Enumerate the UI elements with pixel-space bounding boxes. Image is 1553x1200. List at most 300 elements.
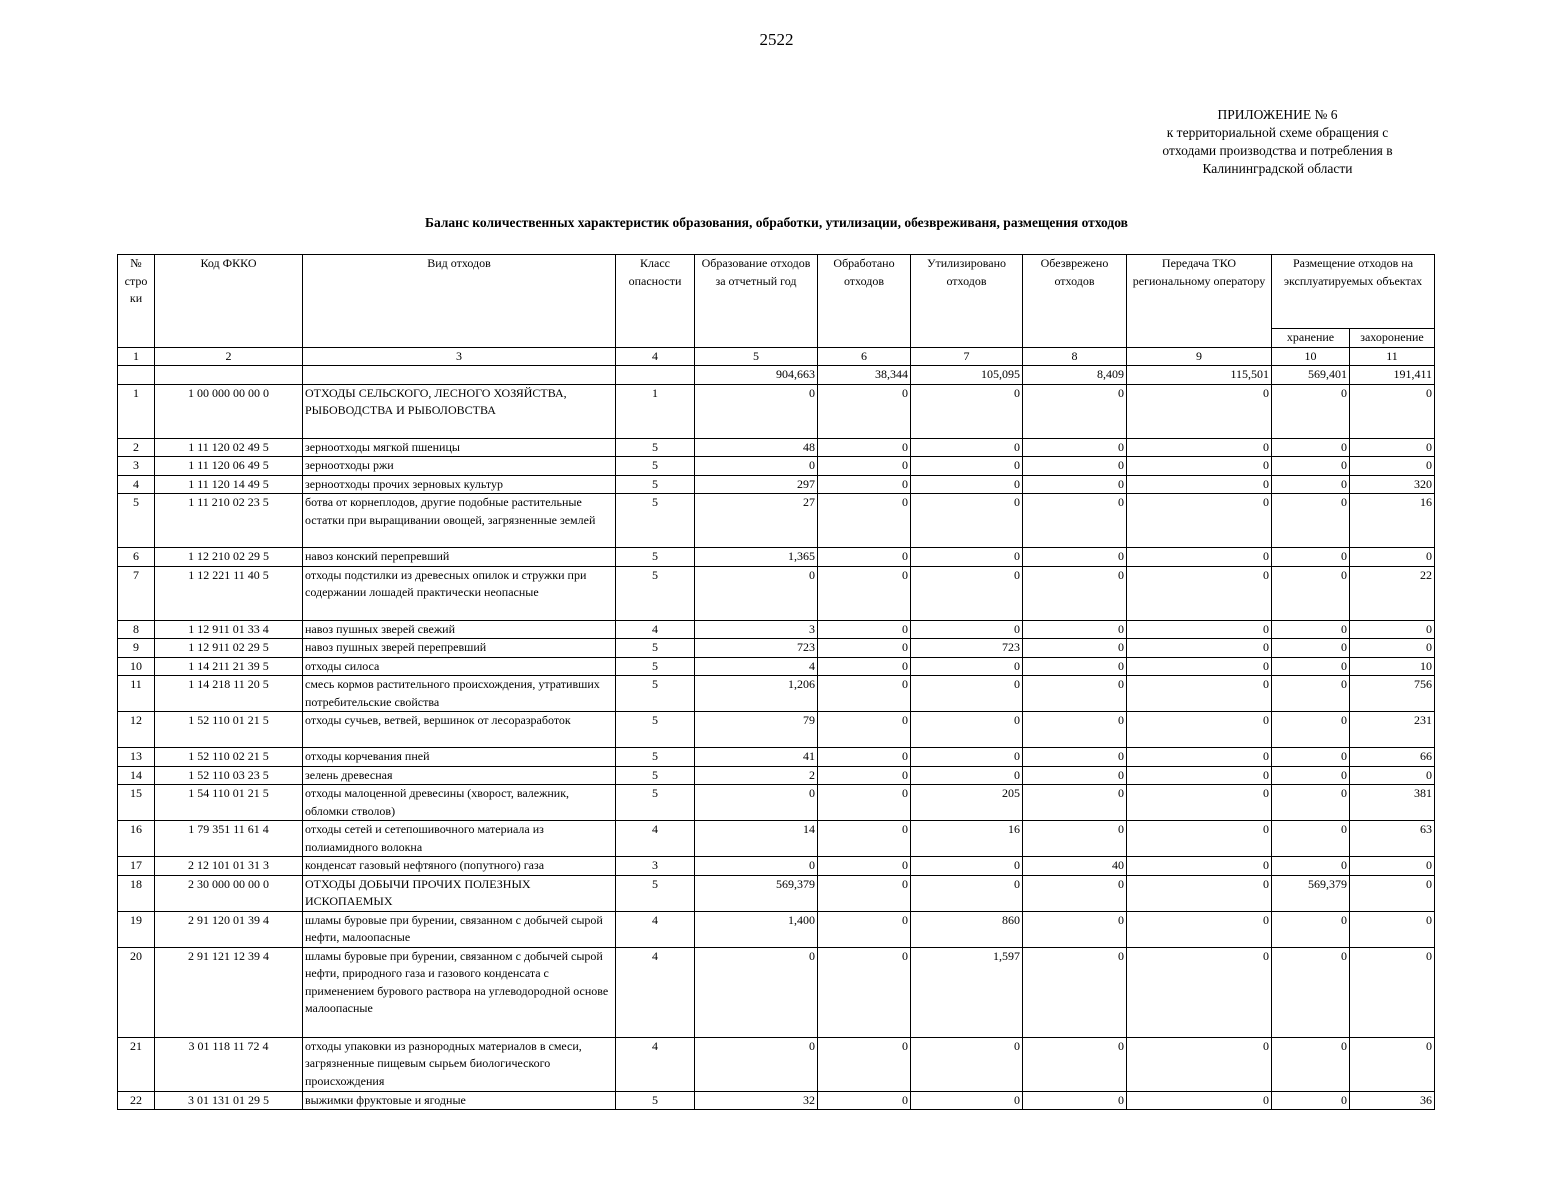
transfer-cell: 0 — [1127, 766, 1272, 785]
fkko-code-cell: 2 91 121 12 39 4 — [155, 947, 303, 1037]
transfer-cell: 0 — [1127, 748, 1272, 767]
formed-cell: 14 — [695, 821, 818, 857]
utilized-cell: 0 — [911, 494, 1023, 548]
totals-row — [118, 366, 1435, 385]
formed-cell: 32 — [695, 1091, 818, 1110]
storage-cell: 0 — [1272, 947, 1350, 1037]
appendix-header — [1125, 106, 1430, 178]
storage-cell: 0 — [1272, 821, 1350, 857]
neutralized-cell: 0 — [1023, 911, 1127, 947]
table-row — [118, 548, 1435, 567]
col-number: 11 — [1350, 347, 1435, 366]
row-number-cell: 3 — [118, 457, 155, 476]
col-number: 9 — [1127, 347, 1272, 366]
neutralized-cell: 0 — [1023, 548, 1127, 567]
burial-cell: 381 — [1350, 785, 1435, 821]
formed-cell: 79 — [695, 712, 818, 748]
header-storage: хранение — [1272, 329, 1350, 348]
document-title: Баланс количественных характеристик образования, обработки, утилизации, обезвреживаня, размещения отходов — [425, 215, 1128, 230]
transfer-cell: 0 — [1127, 947, 1272, 1037]
utilized-cell: 0 — [911, 857, 1023, 876]
transfer-cell: 0 — [1127, 712, 1272, 748]
row-number-cell: 9 — [118, 639, 155, 658]
neutralized-cell: 0 — [1023, 620, 1127, 639]
storage-cell: 0 — [1272, 475, 1350, 494]
processed-cell: 0 — [818, 494, 911, 548]
hazard-class-cell: 5 — [616, 676, 695, 712]
row-number-cell: 14 — [118, 766, 155, 785]
formed-cell: 1,365 — [695, 548, 818, 567]
totals-empty — [155, 366, 303, 385]
fkko-code-cell: 1 11 210 02 23 5 — [155, 494, 303, 548]
neutralized-cell: 0 — [1023, 766, 1127, 785]
utilized-cell: 0 — [911, 620, 1023, 639]
utilized-cell: 0 — [911, 766, 1023, 785]
hazard-class-cell: 5 — [616, 566, 695, 620]
fkko-code-cell: 2 12 101 01 31 3 — [155, 857, 303, 876]
neutralized-cell: 0 — [1023, 384, 1127, 438]
hazard-class-cell: 5 — [616, 712, 695, 748]
waste-kind-cell: отходы малоценной древесины (хворост, валежник, обломки стволов) — [303, 785, 616, 821]
fkko-code-cell: 1 52 110 02 21 5 — [155, 748, 303, 767]
formed-cell: 1,400 — [695, 911, 818, 947]
fkko-code-cell: 1 12 221 11 40 5 — [155, 566, 303, 620]
table-row — [118, 857, 1435, 876]
fkko-code-cell: 1 12 911 01 33 4 — [155, 620, 303, 639]
waste-kind-cell: отходы сучьев, ветвей, вершинок от лесоразработок — [303, 712, 616, 748]
table-row — [118, 712, 1435, 748]
row-number-cell: 20 — [118, 947, 155, 1037]
neutralized-cell: 0 — [1023, 457, 1127, 476]
fkko-code-cell: 1 14 218 11 20 5 — [155, 676, 303, 712]
row-number-cell: 12 — [118, 712, 155, 748]
table-row — [118, 620, 1435, 639]
hazard-class-cell: 5 — [616, 438, 695, 457]
fkko-code-cell: 1 00 000 00 00 0 — [155, 384, 303, 438]
storage-cell: 0 — [1272, 620, 1350, 639]
transfer-cell: 0 — [1127, 475, 1272, 494]
fkko-code-cell: 3 01 118 11 72 4 — [155, 1037, 303, 1091]
processed-cell: 0 — [818, 1037, 911, 1091]
waste-kind-cell: шламы буровые при бурении, связанном с добычей сырой нефти, малоопасные — [303, 911, 616, 947]
storage-cell: 0 — [1272, 1037, 1350, 1091]
hazard-class-cell: 4 — [616, 1037, 695, 1091]
processed-cell: 0 — [818, 566, 911, 620]
burial-cell: 36 — [1350, 1091, 1435, 1110]
neutralized-cell: 40 — [1023, 857, 1127, 876]
table-row — [118, 475, 1435, 494]
hazard-class-cell: 5 — [616, 639, 695, 658]
processed-cell: 0 — [818, 676, 911, 712]
utilized-cell: 0 — [911, 438, 1023, 457]
neutralized-cell: 0 — [1023, 947, 1127, 1037]
neutralized-cell: 0 — [1023, 1037, 1127, 1091]
transfer-cell: 0 — [1127, 548, 1272, 567]
neutralized-cell: 0 — [1023, 875, 1127, 911]
neutralized-cell: 0 — [1023, 475, 1127, 494]
row-number-cell: 19 — [118, 911, 155, 947]
transfer-cell: 0 — [1127, 494, 1272, 548]
header-formed: Образование отходов за отчетный год — [695, 255, 818, 348]
table-body — [118, 347, 1435, 1110]
header-num: № стро ки — [118, 255, 155, 348]
storage-cell: 0 — [1272, 748, 1350, 767]
header-processed: Обработано отходов — [818, 255, 911, 348]
formed-cell: 569,379 — [695, 875, 818, 911]
transfer-cell: 0 — [1127, 875, 1272, 911]
formed-cell: 48 — [695, 438, 818, 457]
neutralized-cell: 0 — [1023, 1091, 1127, 1110]
col-number: 10 — [1272, 347, 1350, 366]
table-row — [118, 566, 1435, 620]
waste-kind-cell: отходы подстилки из древесных опилок и стружки при содержании лошадей практически неопасные — [303, 566, 616, 620]
neutralized-cell: 0 — [1023, 785, 1127, 821]
hazard-class-cell: 1 — [616, 384, 695, 438]
col-number: 1 — [118, 347, 155, 366]
waste-kind-cell: отходы корчевания пней — [303, 748, 616, 767]
fkko-code-cell: 1 79 351 11 61 4 — [155, 821, 303, 857]
waste-kind-cell: отходы сетей и сетепошивочного материала из полиамидного волокна — [303, 821, 616, 857]
formed-cell: 4 — [695, 657, 818, 676]
appendix-line-3: отходами производства и потребления в — [1162, 143, 1393, 158]
burial-cell: 10 — [1350, 657, 1435, 676]
fkko-code-cell: 1 11 120 14 49 5 — [155, 475, 303, 494]
appendix-line-1: ПРИЛОЖЕНИЕ № 6 — [1217, 107, 1338, 122]
burial-cell: 63 — [1350, 821, 1435, 857]
formed-cell: 27 — [695, 494, 818, 548]
utilized-cell: 1,597 — [911, 947, 1023, 1037]
transfer-cell: 0 — [1127, 384, 1272, 438]
transfer-cell: 0 — [1127, 657, 1272, 676]
table-row — [118, 766, 1435, 785]
hazard-class-cell: 5 — [616, 494, 695, 548]
table-row — [118, 947, 1435, 1037]
utilized-cell: 0 — [911, 548, 1023, 567]
table-row — [118, 911, 1435, 947]
hazard-class-cell: 4 — [616, 947, 695, 1037]
total-value: 569,401 — [1272, 366, 1350, 385]
formed-cell: 0 — [695, 947, 818, 1037]
waste-kind-cell: отходы упаковки из разнородных материалов в смеси, загрязненные пищевым сырьем биологического происхождения — [303, 1037, 616, 1091]
processed-cell: 0 — [818, 785, 911, 821]
neutralized-cell: 0 — [1023, 712, 1127, 748]
hazard-class-cell: 4 — [616, 821, 695, 857]
processed-cell: 0 — [818, 748, 911, 767]
transfer-cell: 0 — [1127, 1037, 1272, 1091]
table-row — [118, 1091, 1435, 1110]
processed-cell: 0 — [818, 457, 911, 476]
waste-kind-cell: зерноотходы прочих зерновых культур — [303, 475, 616, 494]
row-number-cell: 5 — [118, 494, 155, 548]
waste-kind-cell: отходы силоса — [303, 657, 616, 676]
hazard-class-cell: 3 — [616, 857, 695, 876]
burial-cell: 320 — [1350, 475, 1435, 494]
total-value: 115,501 — [1127, 366, 1272, 385]
storage-cell: 0 — [1272, 1091, 1350, 1110]
row-number-cell: 1 — [118, 384, 155, 438]
fkko-code-cell: 1 11 120 06 49 5 — [155, 457, 303, 476]
header-neutralized: Обезврежено отходов — [1023, 255, 1127, 348]
col-number: 5 — [695, 347, 818, 366]
totals-empty — [303, 366, 616, 385]
processed-cell: 0 — [818, 875, 911, 911]
fkko-code-cell: 1 52 110 01 21 5 — [155, 712, 303, 748]
utilized-cell: 723 — [911, 639, 1023, 658]
utilized-cell: 0 — [911, 676, 1023, 712]
row-number-cell: 4 — [118, 475, 155, 494]
hazard-class-cell: 5 — [616, 548, 695, 567]
col-number: 6 — [818, 347, 911, 366]
row-number-cell: 10 — [118, 657, 155, 676]
formed-cell: 297 — [695, 475, 818, 494]
hazard-class-cell: 4 — [616, 911, 695, 947]
utilized-cell: 0 — [911, 566, 1023, 620]
table-row — [118, 821, 1435, 857]
storage-cell: 569,379 — [1272, 875, 1350, 911]
burial-cell: 0 — [1350, 639, 1435, 658]
total-value: 8,409 — [1023, 366, 1127, 385]
storage-cell: 0 — [1272, 548, 1350, 567]
burial-cell: 756 — [1350, 676, 1435, 712]
burial-cell: 16 — [1350, 494, 1435, 548]
table-row — [118, 676, 1435, 712]
burial-cell: 0 — [1350, 1037, 1435, 1091]
fkko-code-cell: 1 12 210 02 29 5 — [155, 548, 303, 567]
burial-cell: 0 — [1350, 620, 1435, 639]
waste-kind-cell: зерноотходы мягкой пшеницы — [303, 438, 616, 457]
processed-cell: 0 — [818, 857, 911, 876]
burial-cell: 0 — [1350, 875, 1435, 911]
burial-cell: 0 — [1350, 384, 1435, 438]
storage-cell: 0 — [1272, 657, 1350, 676]
waste-kind-cell: смесь кормов растительного происхождения, утративших потребительские свойства — [303, 676, 616, 712]
table-row — [118, 457, 1435, 476]
header-burial: захоронение — [1350, 329, 1435, 348]
burial-cell: 66 — [1350, 748, 1435, 767]
processed-cell: 0 — [818, 548, 911, 567]
processed-cell: 0 — [818, 475, 911, 494]
utilized-cell: 860 — [911, 911, 1023, 947]
waste-kind-cell: зелень древесная — [303, 766, 616, 785]
header-row — [118, 255, 1435, 329]
utilized-cell: 0 — [911, 1037, 1023, 1091]
row-number-cell: 18 — [118, 875, 155, 911]
transfer-cell: 0 — [1127, 566, 1272, 620]
processed-cell: 0 — [818, 766, 911, 785]
burial-cell: 0 — [1350, 911, 1435, 947]
neutralized-cell: 0 — [1023, 821, 1127, 857]
hazard-class-cell: 5 — [616, 475, 695, 494]
row-number-cell: 16 — [118, 821, 155, 857]
waste-kind-cell: навоз пушных зверей перепревший — [303, 639, 616, 658]
storage-cell: 0 — [1272, 457, 1350, 476]
formed-cell: 2 — [695, 766, 818, 785]
storage-cell: 0 — [1272, 785, 1350, 821]
row-number-cell: 22 — [118, 1091, 155, 1110]
formed-cell: 3 — [695, 620, 818, 639]
table-row — [118, 875, 1435, 911]
fkko-code-cell: 2 30 000 00 00 0 — [155, 875, 303, 911]
transfer-cell: 0 — [1127, 785, 1272, 821]
utilized-cell: 0 — [911, 1091, 1023, 1110]
neutralized-cell: 0 — [1023, 657, 1127, 676]
total-value: 904,663 — [695, 366, 818, 385]
neutralized-cell: 0 — [1023, 748, 1127, 767]
table-row — [118, 438, 1435, 457]
storage-cell: 0 — [1272, 712, 1350, 748]
formed-cell: 0 — [695, 857, 818, 876]
page-number: 2522 — [759, 30, 794, 49]
row-number-cell: 13 — [118, 748, 155, 767]
col-number: 3 — [303, 347, 616, 366]
transfer-cell: 0 — [1127, 821, 1272, 857]
transfer-cell: 0 — [1127, 639, 1272, 658]
transfer-cell: 0 — [1127, 857, 1272, 876]
row-number-cell: 11 — [118, 676, 155, 712]
hazard-class-cell: 4 — [616, 620, 695, 639]
neutralized-cell: 0 — [1023, 438, 1127, 457]
formed-cell: 0 — [695, 566, 818, 620]
table-row — [118, 748, 1435, 767]
waste-kind-cell: зерноотходы ржи — [303, 457, 616, 476]
utilized-cell: 0 — [911, 384, 1023, 438]
row-number-cell: 17 — [118, 857, 155, 876]
processed-cell: 0 — [818, 620, 911, 639]
table-row — [118, 657, 1435, 676]
formed-cell: 41 — [695, 748, 818, 767]
storage-cell: 0 — [1272, 857, 1350, 876]
total-value: 105,095 — [911, 366, 1023, 385]
hazard-class-cell: 5 — [616, 766, 695, 785]
waste-kind-cell: конденсат газовый нефтяного (попутного) газа — [303, 857, 616, 876]
header-class: Класс опасности — [616, 255, 695, 348]
row-number-cell: 2 — [118, 438, 155, 457]
fkko-code-cell: 1 11 120 02 49 5 — [155, 438, 303, 457]
waste-kind-cell: навоз конский перепревший — [303, 548, 616, 567]
waste-kind-cell: ОТХОДЫ ДОБЫЧИ ПРОЧИХ ПОЛЕЗНЫХ ИСКОПАЕМЫХ — [303, 875, 616, 911]
hazard-class-cell: 5 — [616, 875, 695, 911]
waste-kind-cell: ОТХОДЫ СЕЛЬСКОГО, ЛЕСНОГО ХОЗЯЙСТВА, РЫБОВОДСТВА И РЫБОЛОВСТВА — [303, 384, 616, 438]
formed-cell: 0 — [695, 785, 818, 821]
fkko-code-cell: 2 91 120 01 39 4 — [155, 911, 303, 947]
fkko-code-cell: 1 54 110 01 21 5 — [155, 785, 303, 821]
formed-cell: 0 — [695, 457, 818, 476]
neutralized-cell: 0 — [1023, 494, 1127, 548]
utilized-cell: 0 — [911, 475, 1023, 494]
neutralized-cell: 0 — [1023, 639, 1127, 658]
utilized-cell: 0 — [911, 657, 1023, 676]
burial-cell: 231 — [1350, 712, 1435, 748]
transfer-cell: 0 — [1127, 676, 1272, 712]
storage-cell: 0 — [1272, 438, 1350, 457]
burial-cell: 0 — [1350, 548, 1435, 567]
utilized-cell: 0 — [911, 748, 1023, 767]
processed-cell: 0 — [818, 1091, 911, 1110]
totals-empty — [118, 366, 155, 385]
processed-cell: 0 — [818, 438, 911, 457]
hazard-class-cell: 5 — [616, 457, 695, 476]
appendix-line-2: к территориальной схеме обращения с — [1166, 125, 1389, 140]
burial-cell: 22 — [1350, 566, 1435, 620]
processed-cell: 0 — [818, 947, 911, 1037]
transfer-cell: 0 — [1127, 438, 1272, 457]
fkko-code-cell: 3 01 131 01 29 5 — [155, 1091, 303, 1110]
burial-cell: 0 — [1350, 947, 1435, 1037]
utilized-cell: 16 — [911, 821, 1023, 857]
formed-cell: 0 — [695, 384, 818, 438]
col-number: 4 — [616, 347, 695, 366]
table-row — [118, 1037, 1435, 1091]
storage-cell: 0 — [1272, 494, 1350, 548]
storage-cell: 0 — [1272, 639, 1350, 658]
fkko-code-cell: 1 52 110 03 23 5 — [155, 766, 303, 785]
burial-cell: 0 — [1350, 766, 1435, 785]
transfer-cell: 0 — [1127, 457, 1272, 476]
table-row — [118, 785, 1435, 821]
neutralized-cell: 0 — [1023, 676, 1127, 712]
waste-kind-cell: ботва от корнеплодов, другие подобные растительные остатки при выращивании овощей, загрязненные землей — [303, 494, 616, 548]
formed-cell: 1,206 — [695, 676, 818, 712]
utilized-cell: 0 — [911, 712, 1023, 748]
fkko-code-cell: 1 12 911 02 29 5 — [155, 639, 303, 658]
processed-cell: 0 — [818, 657, 911, 676]
header-transfer: Передача ТКО региональному оператору — [1127, 255, 1272, 348]
row-number-cell: 15 — [118, 785, 155, 821]
hazard-class-cell: 5 — [616, 785, 695, 821]
totals-empty — [616, 366, 695, 385]
processed-cell: 0 — [818, 639, 911, 658]
header-code: Код ФККО — [155, 255, 303, 348]
storage-cell: 0 — [1272, 384, 1350, 438]
fkko-code-cell: 1 14 211 21 39 5 — [155, 657, 303, 676]
utilized-cell: 205 — [911, 785, 1023, 821]
storage-cell: 0 — [1272, 911, 1350, 947]
row-number-cell: 7 — [118, 566, 155, 620]
hazard-class-cell: 5 — [616, 657, 695, 676]
processed-cell: 0 — [818, 911, 911, 947]
table-row — [118, 494, 1435, 548]
header-utilized: Утилизировано отходов — [911, 255, 1023, 348]
col-number: 7 — [911, 347, 1023, 366]
utilized-cell: 0 — [911, 875, 1023, 911]
transfer-cell: 0 — [1127, 1091, 1272, 1110]
transfer-cell: 0 — [1127, 620, 1272, 639]
storage-cell: 0 — [1272, 566, 1350, 620]
burial-cell: 0 — [1350, 857, 1435, 876]
col-number: 8 — [1023, 347, 1127, 366]
burial-cell: 0 — [1350, 438, 1435, 457]
waste-kind-cell: шламы буровые при бурении, связанном с добычей сырой нефти, природного газа и газового конденсата с применением бурового раствора на углеводородной основе малоопасные — [303, 947, 616, 1037]
header-placement: Размещение отходов на эксплуатируемых объектах — [1272, 255, 1435, 329]
storage-cell: 0 — [1272, 766, 1350, 785]
table-row — [118, 384, 1435, 438]
column-number-row — [118, 347, 1435, 366]
table-row — [118, 639, 1435, 658]
utilized-cell: 0 — [911, 457, 1023, 476]
processed-cell: 0 — [818, 384, 911, 438]
row-number-cell: 21 — [118, 1037, 155, 1091]
formed-cell: 0 — [695, 1037, 818, 1091]
hazard-class-cell: 5 — [616, 748, 695, 767]
row-number-cell: 8 — [118, 620, 155, 639]
total-value: 38,344 — [818, 366, 911, 385]
header-kind: Вид отходов — [303, 255, 616, 348]
col-number: 2 — [155, 347, 303, 366]
waste-kind-cell: навоз пушных зверей свежий — [303, 620, 616, 639]
waste-balance-table — [117, 254, 1435, 1110]
row-number-cell: 6 — [118, 548, 155, 567]
neutralized-cell: 0 — [1023, 566, 1127, 620]
